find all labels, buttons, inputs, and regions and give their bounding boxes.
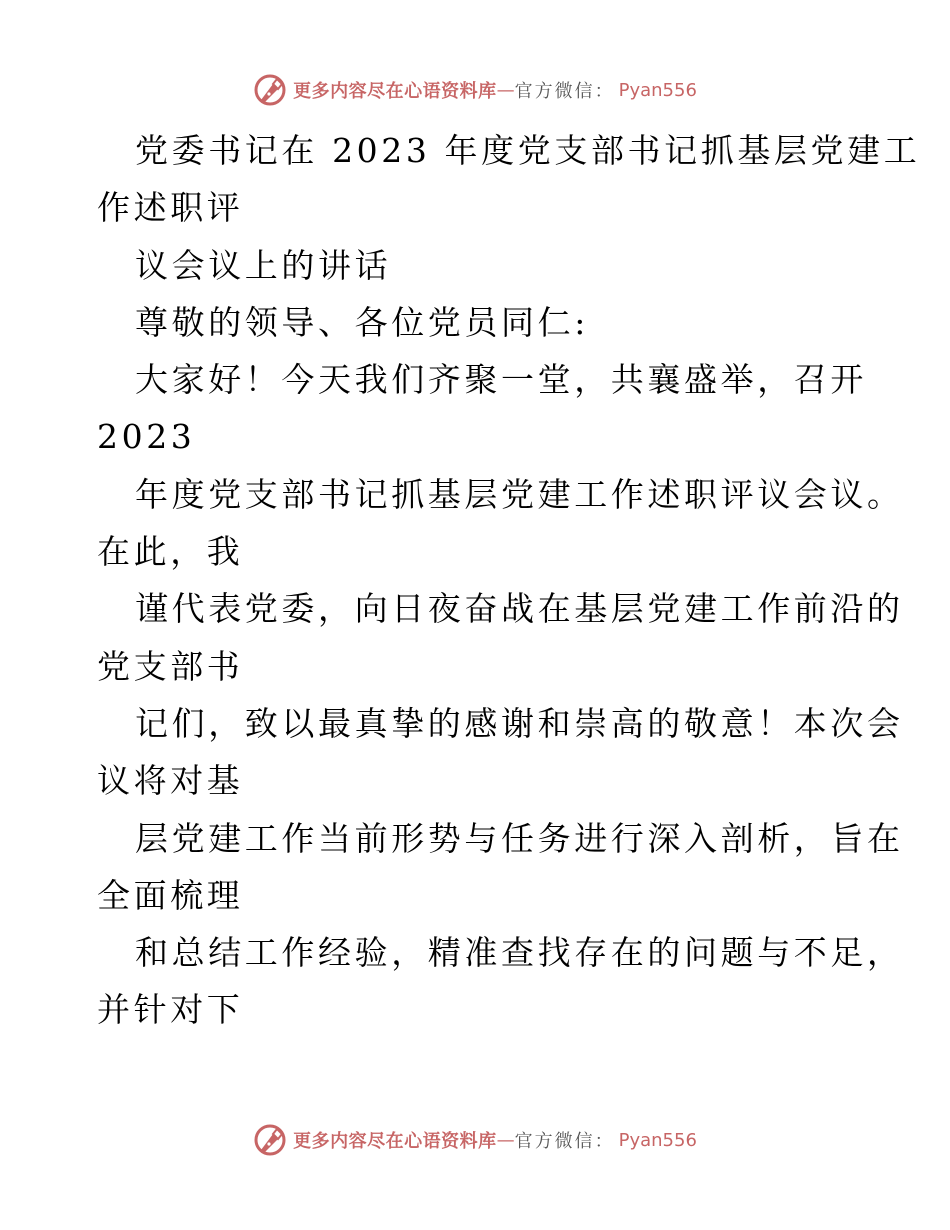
header-banner	[0, 70, 950, 110]
document-line: 议会议上的讲话	[135, 245, 392, 285]
document-line: 全面梳理	[97, 875, 244, 915]
footer-promo-text: 更多内容尽在心语资料库	[293, 1131, 497, 1152]
document-line: 记们，致以最真挚的感谢和崇高的敬意！本次会	[135, 703, 904, 743]
document-line: 并针对下	[97, 990, 244, 1030]
document-line: 层党建工作当前形势与任务进行深入剖析，旨在	[135, 818, 904, 858]
document-line: 尊敬的领导、各位党员同仁:	[135, 302, 589, 342]
document-line: 作述职评	[97, 188, 244, 228]
header-dash: —	[496, 79, 515, 101]
document-line: 2023	[97, 417, 196, 457]
pen-nib-seal-icon	[253, 1123, 287, 1157]
document-line: 党委书记在 2023 年度党支部书记抓基层党建工	[135, 131, 921, 170]
footer-wechat-id: Pyan556	[618, 1129, 697, 1151]
header-promo-text: 更多内容尽在心语资料库	[293, 81, 497, 102]
document-line: 和总结工作经验，精准查找存在的问题与不足，	[135, 933, 904, 973]
document-body	[97, 122, 921, 1039]
footer-banner	[0, 1120, 950, 1160]
header-wechat-id: Pyan556	[618, 79, 697, 101]
pen-nib-seal-icon	[253, 73, 287, 107]
header-official-label: 官方微信：	[514, 81, 615, 102]
document-line: 年度党支部书记抓基层党建工作述职评议会议。	[135, 474, 904, 514]
document-line: 大家好！今天我们齐聚一堂，共襄盛举，召开	[135, 360, 867, 400]
footer-dash: —	[496, 1129, 515, 1151]
document-line: 党支部书	[97, 646, 244, 686]
footer-official-label: 官方微信：	[514, 1131, 615, 1152]
document-line: 在此，我	[97, 532, 244, 572]
document-line: 议将对基	[97, 761, 244, 801]
document-line: 谨代表党委，向日夜奋战在基层党建工作前沿的	[135, 589, 904, 629]
